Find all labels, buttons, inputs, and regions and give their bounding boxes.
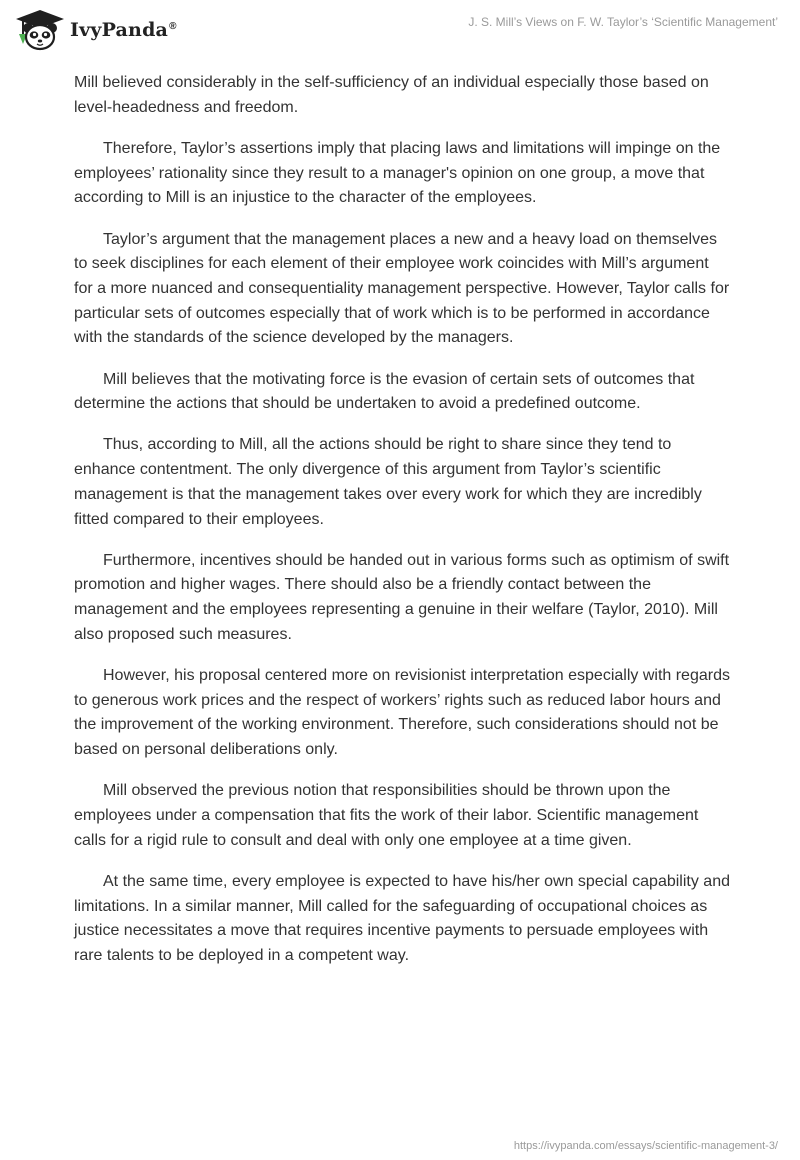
paragraph-2: Therefore, Taylor’s assertions imply that placing laws and limitations will impinge on the employees’ rationality since they result to a manager's opinion on one group, a move that according to Mill is an injustice to the character of the employees. [74,139,721,207]
paragraph-4: Mill believes that the motivating force is the evasion of certain sets of outcomes that determine the actions that should be undertaken to avoid a predefined outcome. [74,370,695,413]
paragraph-9: At the same time, every employee is expected to have his/her own special capability and limitations. In a similar manner, Mill called for the safeguarding of occupational choices as justice necessitates a move that requires incentive payments to persuade employees with rare talents to be deployed in a competent way. [74,872,730,965]
page-header [0,0,800,70]
paragraph-8: Mill observed the previous notion that responsibilities should be thrown upon the employees under a compensation that fits the work of their labor. Scientific management calls for a rigid rule to consult and deal with only one employee at a time given. [74,782,699,849]
logo-wordmark [70,19,177,41]
source-url[interactable]: https://ivypanda.com/essays/scientific-management-3/ [513,1140,778,1152]
ivypanda-logo[interactable] [14,8,177,52]
document-title: J. S. Mill’s Views on F. W. Taylor’s ‘Scientific Management’ [468,15,778,29]
paragraph-6: Furthermore, incentives should be handed out in various forms such as optimism of swift promotion and higher wages. There should also be a friendly contact between the management and the employees representing a genuine in their welfare (Taylor, 2010). Mill also proposed such measures. [74,551,730,643]
paragraph-5: Thus, according to Mill, all the actions should be right to share since they tend to enhance contentment. The only divergence of this argument from Taylor’s scientific management is that the management takes over every work for which they are incredibly fitted compared to their employees. [74,436,702,528]
panda-graduation-cap-icon [14,8,66,52]
logo-name: IvyPanda [70,19,169,41]
paragraph-1: Mill believed considerably in the self-sufficiency of an individual especially those based on level-headedness and freedom. [74,74,709,116]
paragraph-3: Taylor’s argument that the management places a new and a heavy load on themselves to seek disciplines for each element of their employee work coincides with Mill’s argument for a more nuanced and consequentiality management perspective. However, Taylor calls for particular sets of outcomes especially that of work which is to be performed in accordance with the standards of the science developed by the managers. [74,230,730,347]
registered-mark: ® [169,20,177,32]
essay-body [74,71,730,985]
paragraph-7: However, his proposal centered more on revisionist interpretation especially with regards to generous work prices and the respect of workers’ rights such as reduced labor hours and the improvement of the working environment. Therefore, such considerations should not be based on personal deliberations only. [74,667,730,759]
